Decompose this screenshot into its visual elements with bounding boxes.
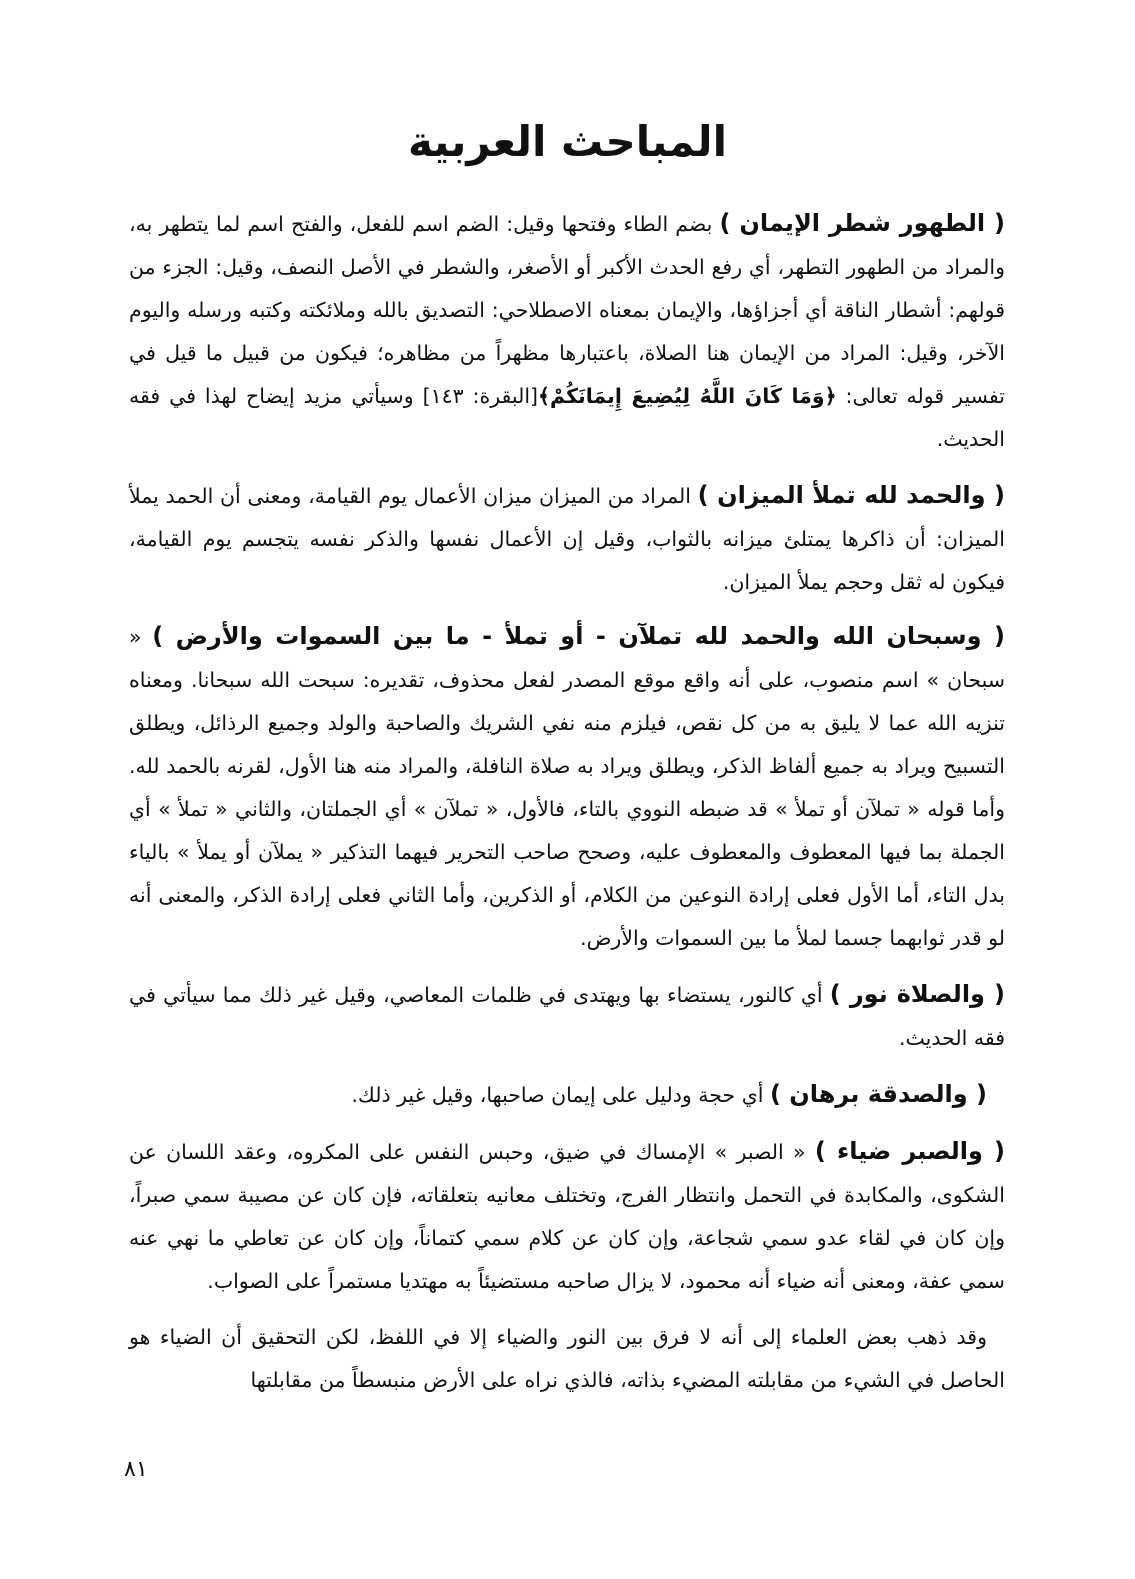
paragraph-text: وقد ذهب بعض العلماء إلى أنه لا فرق بين النور والضياء إلا في اللفظ، لكن التحقيق أن الضياء هو الحاصل في الشيء من مقابلته المضيء بذاته، فالذي نراه على الأرض منبسطاً من مقابلتها <box>129 1325 1005 1392</box>
page-title: المباحث العربية <box>408 117 727 166</box>
page-number: ٨١ <box>124 1457 148 1482</box>
paragraph-text: المراد من الميزان ميزان الأعمال يوم القيامة، ومعنى أن الحمد يملأ الميزان: أن ذاكرها يمتلئ ميزانه بالثواب، وقيل إن الأعمال نفسها والذكر نفسه يتجسم يوم القيامة، فيكون له ثقل وحجم يملأ الميزان. <box>129 484 1005 594</box>
paragraph-text: بضم الطاء وفتحها وقيل: الضم اسم للفعل، والفتح اسم لما يتطهر به، والمراد من الطهور التطهر، أي رفع الحدث الأكبر أو الأصغر، والشطر في الأصل النصف، وقيل: الجزء من قولهم: أشطار الناقة أي أجزاؤها، والإيمان بمعناه الاصطلاحي: التصديق بالله وملائكته وكتبه ورسله واليوم الآخر، وقيل: المراد من الإيمان هنا الصلاة، باعتبارها مظهراً من مظاهره؛ فيكون من قبيل ما قيل في تفسير قوله تعالى: <box>129 212 1005 408</box>
paragraph-text: أي حجة ودليل على إيمان صاحبها، وقيل غير ذلك. <box>351 1083 770 1107</box>
paragraph-heading: ( وسبحان الله والحمد لله تملآن - أو تملأ - ما بين السموات والأرض ) <box>152 622 1005 650</box>
paragraph-sabr <box>129 1130 1005 1303</box>
paragraph-text: « سبحان » اسم منصوب، على أنه واقع موقع المصدر لفعل محذوف، تقديره: سبحت الله سبحانا. ومعناه تنزيه الله عما لا يليق به من كل نقص، فيلزم منه نفي الشريك والصاحبة والولد وجميع الرذائل، ويطلق التسبيح ويراد به جميع ألفاظ الذكر، ويطلق ويراد به صلاة النافلة، والمراد منه هنا الأول، لقرنه بالحمد لله. وأما قوله « تملآن أو تملأ » قد ضبطه النووي بالتاء، فالأول، « تملآن » أي الجملتان، والثاني « تملأ » أي الجملة بما فيها المعطوف والمعطوف عليه، وصحح صاحب التحرير فيهما التذكير « يملآن أو يملأ » بالياء بدل التاء، أما الأول فعلى إرادة النوعين من الكلام، أو الذكرين، وأما الثاني فعلى إرادة الذكر، والمعنى أنه لو قدر ثوابهما جسما لملأ ما بين السموات والأرض. <box>129 625 1005 950</box>
paragraph-heading: ( والصدقة برهان ) <box>769 1080 987 1108</box>
paragraph-tahur <box>129 202 1005 461</box>
paragraph-text-after: [البقرة: ١٤٣] وسيأتي مزيد إيضاح لهذا في فقه الحديث. <box>129 384 1005 451</box>
page-body <box>129 202 1005 1402</box>
paragraph-heading: ( والحمد لله تملأ الميزان ) <box>697 481 1005 509</box>
paragraph-heading: ( والصبر ضياء ) <box>814 1137 1005 1165</box>
paragraph-heading: ( الطهور شطر الإيمان ) <box>719 209 1005 237</box>
paragraph-hamd <box>129 474 1005 604</box>
paragraph-sadaqah <box>129 1073 1005 1117</box>
quran-verse: ﴿وَمَا كَانَ اللَّهُ لِيُضِيعَ إِيمَانَكُمْ﴾ <box>538 384 837 408</box>
paragraph-text: « الصبر » الإمساك في ضيق، وحبس النفس على المكروه، وعقد اللسان عن الشكوى، والمكابدة في التحمل وانتظار الفرج، وتختلف معانيه بتعلقاته، فإن كان عن مصيبة سمي صبراً، وإن كان في لقاء عدو سمي شجاعة، وإن كان عن كلام سمي كتماناً، وإن كان عن تعاطي ما نهي عنه سمي عفة، ومعنى أنه ضياء أنه محمود، لا يزال صاحبه مستضيئاً به مهتديا مستمراً على الصواب. <box>129 1140 1005 1293</box>
paragraph-subhan <box>129 615 1005 960</box>
paragraph-nur-diya <box>129 1316 1005 1402</box>
paragraph-text: أي كالنور، يستضاء بها ويهتدى في ظلمات المعاصي، وقيل غير ذلك مما سيأتي في فقه الحديث. <box>129 983 1005 1050</box>
paragraph-heading: ( والصلاة نور ) <box>829 980 1005 1008</box>
paragraph-salah <box>129 973 1005 1060</box>
